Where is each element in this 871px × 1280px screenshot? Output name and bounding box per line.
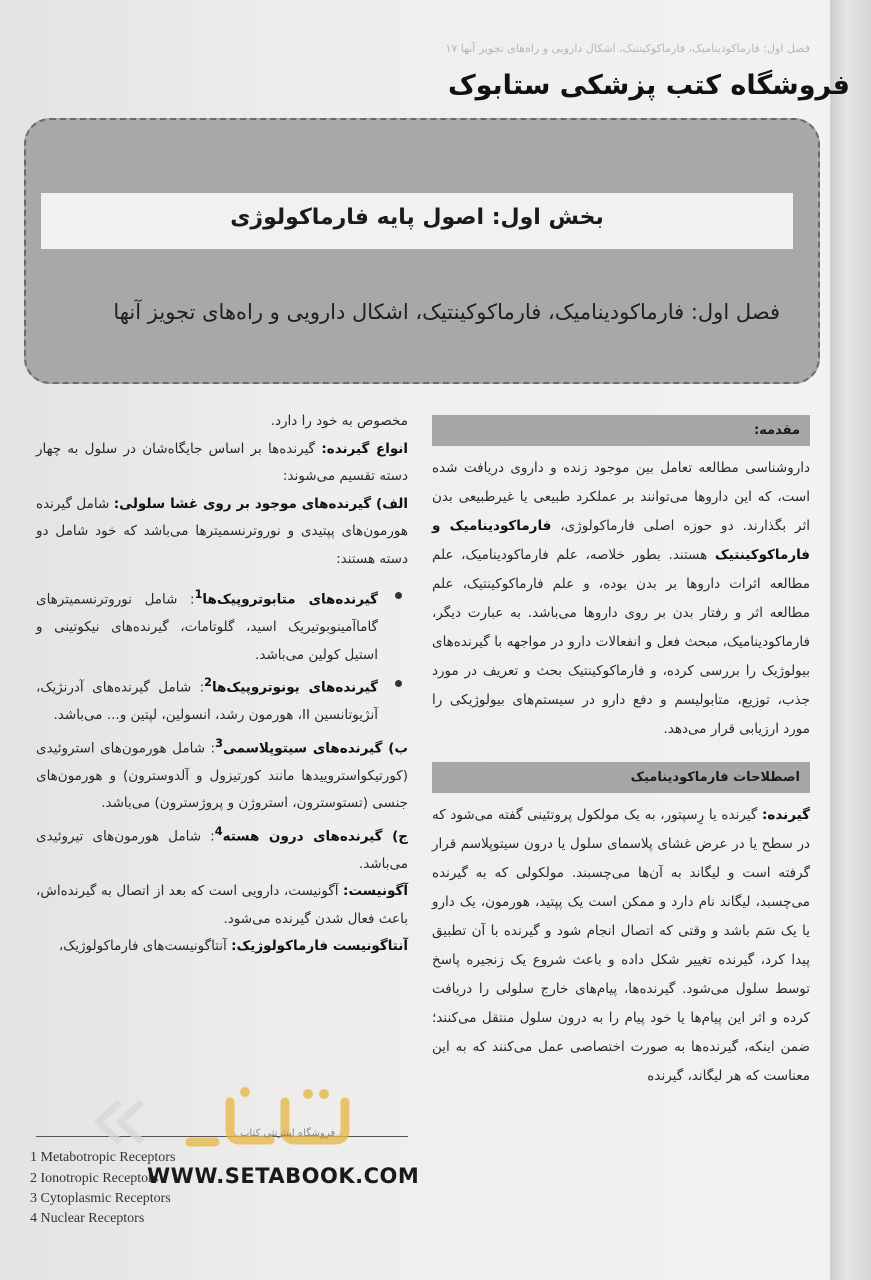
footnote-3: 3 Cytoplasmic Receptors [30, 1191, 171, 1206]
metabotropic-label: گیرنده‌های متابوتروپیک‌ها [202, 591, 378, 608]
nuclear-label: ج) گیرنده‌های درون هسته [222, 828, 408, 844]
bleed-through-header: فصل اول: فارماکودینامیک، فارماکوکینتیک، اشکال دارویی و راه‌های تجویز آنها ۱۷ [445, 42, 810, 55]
receptor-text: گیرنده یا رِسپتور، به یک مولکول پروتئینی گفته می‌شود که در سطح یا در عرض غشای پلاسمای سلول یا درون سیتوپلاسم قرار گرفته است و لیگاند به آن‌ها می‌چسبند. مولکولی که به گیرنده می‌چسبد، لیگاند نام دارد و ممکن است یک پپتید، هورمون، یک دارو یا یک سَم باشد و وقتی که اتصال انجام شود و گیرنده با آن تطبیق پیدا کرد، گیرنده تغییر شکل داده و باعث شروع یک زنجیره پاسخ توسط سلول می‌شود. گیرنده‌ها، پیام‌های خارج سلولی را دریافت کرده و اثر این پیام‌ها یا خود پیام را به درون سلول منتقل می‌کنند؛ ضمن اینکه، گیرنده‌ها به صورت اختصاصی عمل می‌کنند که به این معناست که هر لیگاند، گیرنده [432, 807, 810, 1084]
left-column [36, 408, 408, 961]
receptor-types-paragraph [36, 436, 408, 491]
footnote-2: 2 Ionotropic Receptors [30, 1171, 159, 1186]
nuclear-text: : شامل هورمون‌های تیروئیدی می‌باشد. [36, 828, 408, 872]
antagonist-label: آنتاگونیست فارماکولوژیک: [231, 938, 408, 954]
bullet-dot-icon [395, 592, 402, 599]
antagonist-text: آنتاگونیست‌های فارماکولوژیک، [58, 938, 232, 954]
footnote-4: 4 Nuclear Receptors [30, 1211, 145, 1226]
setabook-logo-icon [80, 1082, 380, 1162]
watermark-url: WWW.SETABOOK.COM [147, 1164, 420, 1188]
cytoplasmic-label: ب) گیرنده‌های سیتوپلاسمی [222, 740, 408, 756]
part-banner [24, 118, 820, 384]
types-text: گیرنده‌ها بر اساس جایگاه‌شان در سلول به چهار دسته تقسیم می‌شوند: [36, 440, 408, 484]
ionotropic-label: گیرنده‌های یونوتروپیک‌ها [211, 679, 379, 696]
bullet-ionotropic [36, 669, 408, 730]
page-edge [830, 0, 871, 1280]
part-title: بخش اول: اصول پایه فارماکولوژی [230, 205, 604, 230]
receptor-paragraph [432, 801, 810, 1091]
watermark-subtitle: فروشگاه اینترنتی کتاب [240, 1128, 336, 1139]
membrane-label: الف) گیرنده‌های موجود بر روی غشا سلولی: [113, 495, 408, 512]
footnote-ref-1: 1 [194, 588, 203, 601]
antagonist-paragraph [36, 933, 408, 961]
cytoplasmic-text: : شامل هورمون‌های استروئیدی (کورتیکواستروییدها مانند کورتیزول و آلدوسترون) و هورمون‌های جنسی (تستوسترون، استروژن و پروژسترون) می‌باشد. [36, 740, 408, 811]
membrane-receptors-paragraph [36, 491, 408, 574]
agonist-label: آگونیست: [343, 883, 408, 899]
agonist-paragraph [36, 878, 408, 933]
terms-heading: اصطلاحات فارماکودینامیک [432, 762, 810, 793]
membrane-text: شامل گیرنده هورمون‌های پپتیدی و نوروترنسمیترها می‌باشد که خود شامل دو دسته هستند: [36, 495, 408, 567]
footnote-ref-2: 2 [204, 676, 212, 689]
agonist-text: آگونیست، دارویی است که بعد از اتصال به گیرنده‌اش، باعث فعال شدن گیرنده می‌شود. [36, 883, 408, 927]
chapter-title: فصل اول: فارماکودینامیک، فارماکوکینتیک، اشکال دارویی و راه‌های تجویز آنها [113, 300, 780, 324]
bullet-dot-icon [395, 680, 402, 687]
intro-text: داروشناسی مطالعه تعامل بین موجود زنده و داروی دریافت شده است، که این داروها می‌توانند بر عملکرد طبیعی یا غیرطبیعی بدن اثر بگذارند. دو حوزه اصلی فارماکولوژی، [432, 460, 810, 534]
footnote-ref-4: 4 [214, 824, 223, 838]
types-label: انواع گیرنده: [321, 440, 408, 457]
nuclear-paragraph [36, 818, 408, 879]
metabotropic-text: : شامل نوروترنسمیترهای گاماآمینوبوتیریک اسید، گلوتامات، گیرنده‌های نیکوتینی و استیل کولین می‌باشد. [36, 591, 378, 663]
intro-paragraph [432, 454, 810, 744]
footnote-1: 1 Metabotropic Receptors [30, 1150, 176, 1165]
ionotropic-text: : شامل گیرنده‌های آدرنژیک، آنژیوتانسین II، هورمون رشد، انسولین، لپتین و... می‌باشد. [36, 679, 378, 723]
cytoplasmic-paragraph [36, 730, 408, 818]
intro-heading: مقدمه: [432, 415, 810, 446]
bullet-metabotropic [36, 581, 408, 669]
intro-bold-terms: فارماکودینامیک و فارماکوکینتیک [432, 518, 810, 563]
right-column [432, 415, 810, 1091]
footnote-ref-3: 3 [215, 736, 223, 750]
store-name: فروشگاه کتب پزشکی ستابوک [447, 70, 850, 101]
intro-text-cont: هستند. بطور خلاصه، علم فارماکودینامیک، علم مطالعه اثرات داروها بر بدن بوده، و علم فارماکوکینتیک، علم مطالعه اثر و رفتار بدن بر روی داروها می‌باشد. به عبارت دیگر، فارماکودینامیک، مبحث فعل و انفعالات دارو در مواجهه با گیرنده‌های بیولوژیک را بررسی کرده، و فارماکوکینتیک بحث و تعریف در مورد جذب، توزیع، متابولیسم و دفع دارو در سیستم‌های بیولوژیکی را مورد ارزیابی قرار می‌دهد. [432, 547, 810, 737]
receptor-label: گیرنده: [762, 807, 810, 823]
continuation-text: مخصوص به خود را دارد. [270, 413, 408, 429]
